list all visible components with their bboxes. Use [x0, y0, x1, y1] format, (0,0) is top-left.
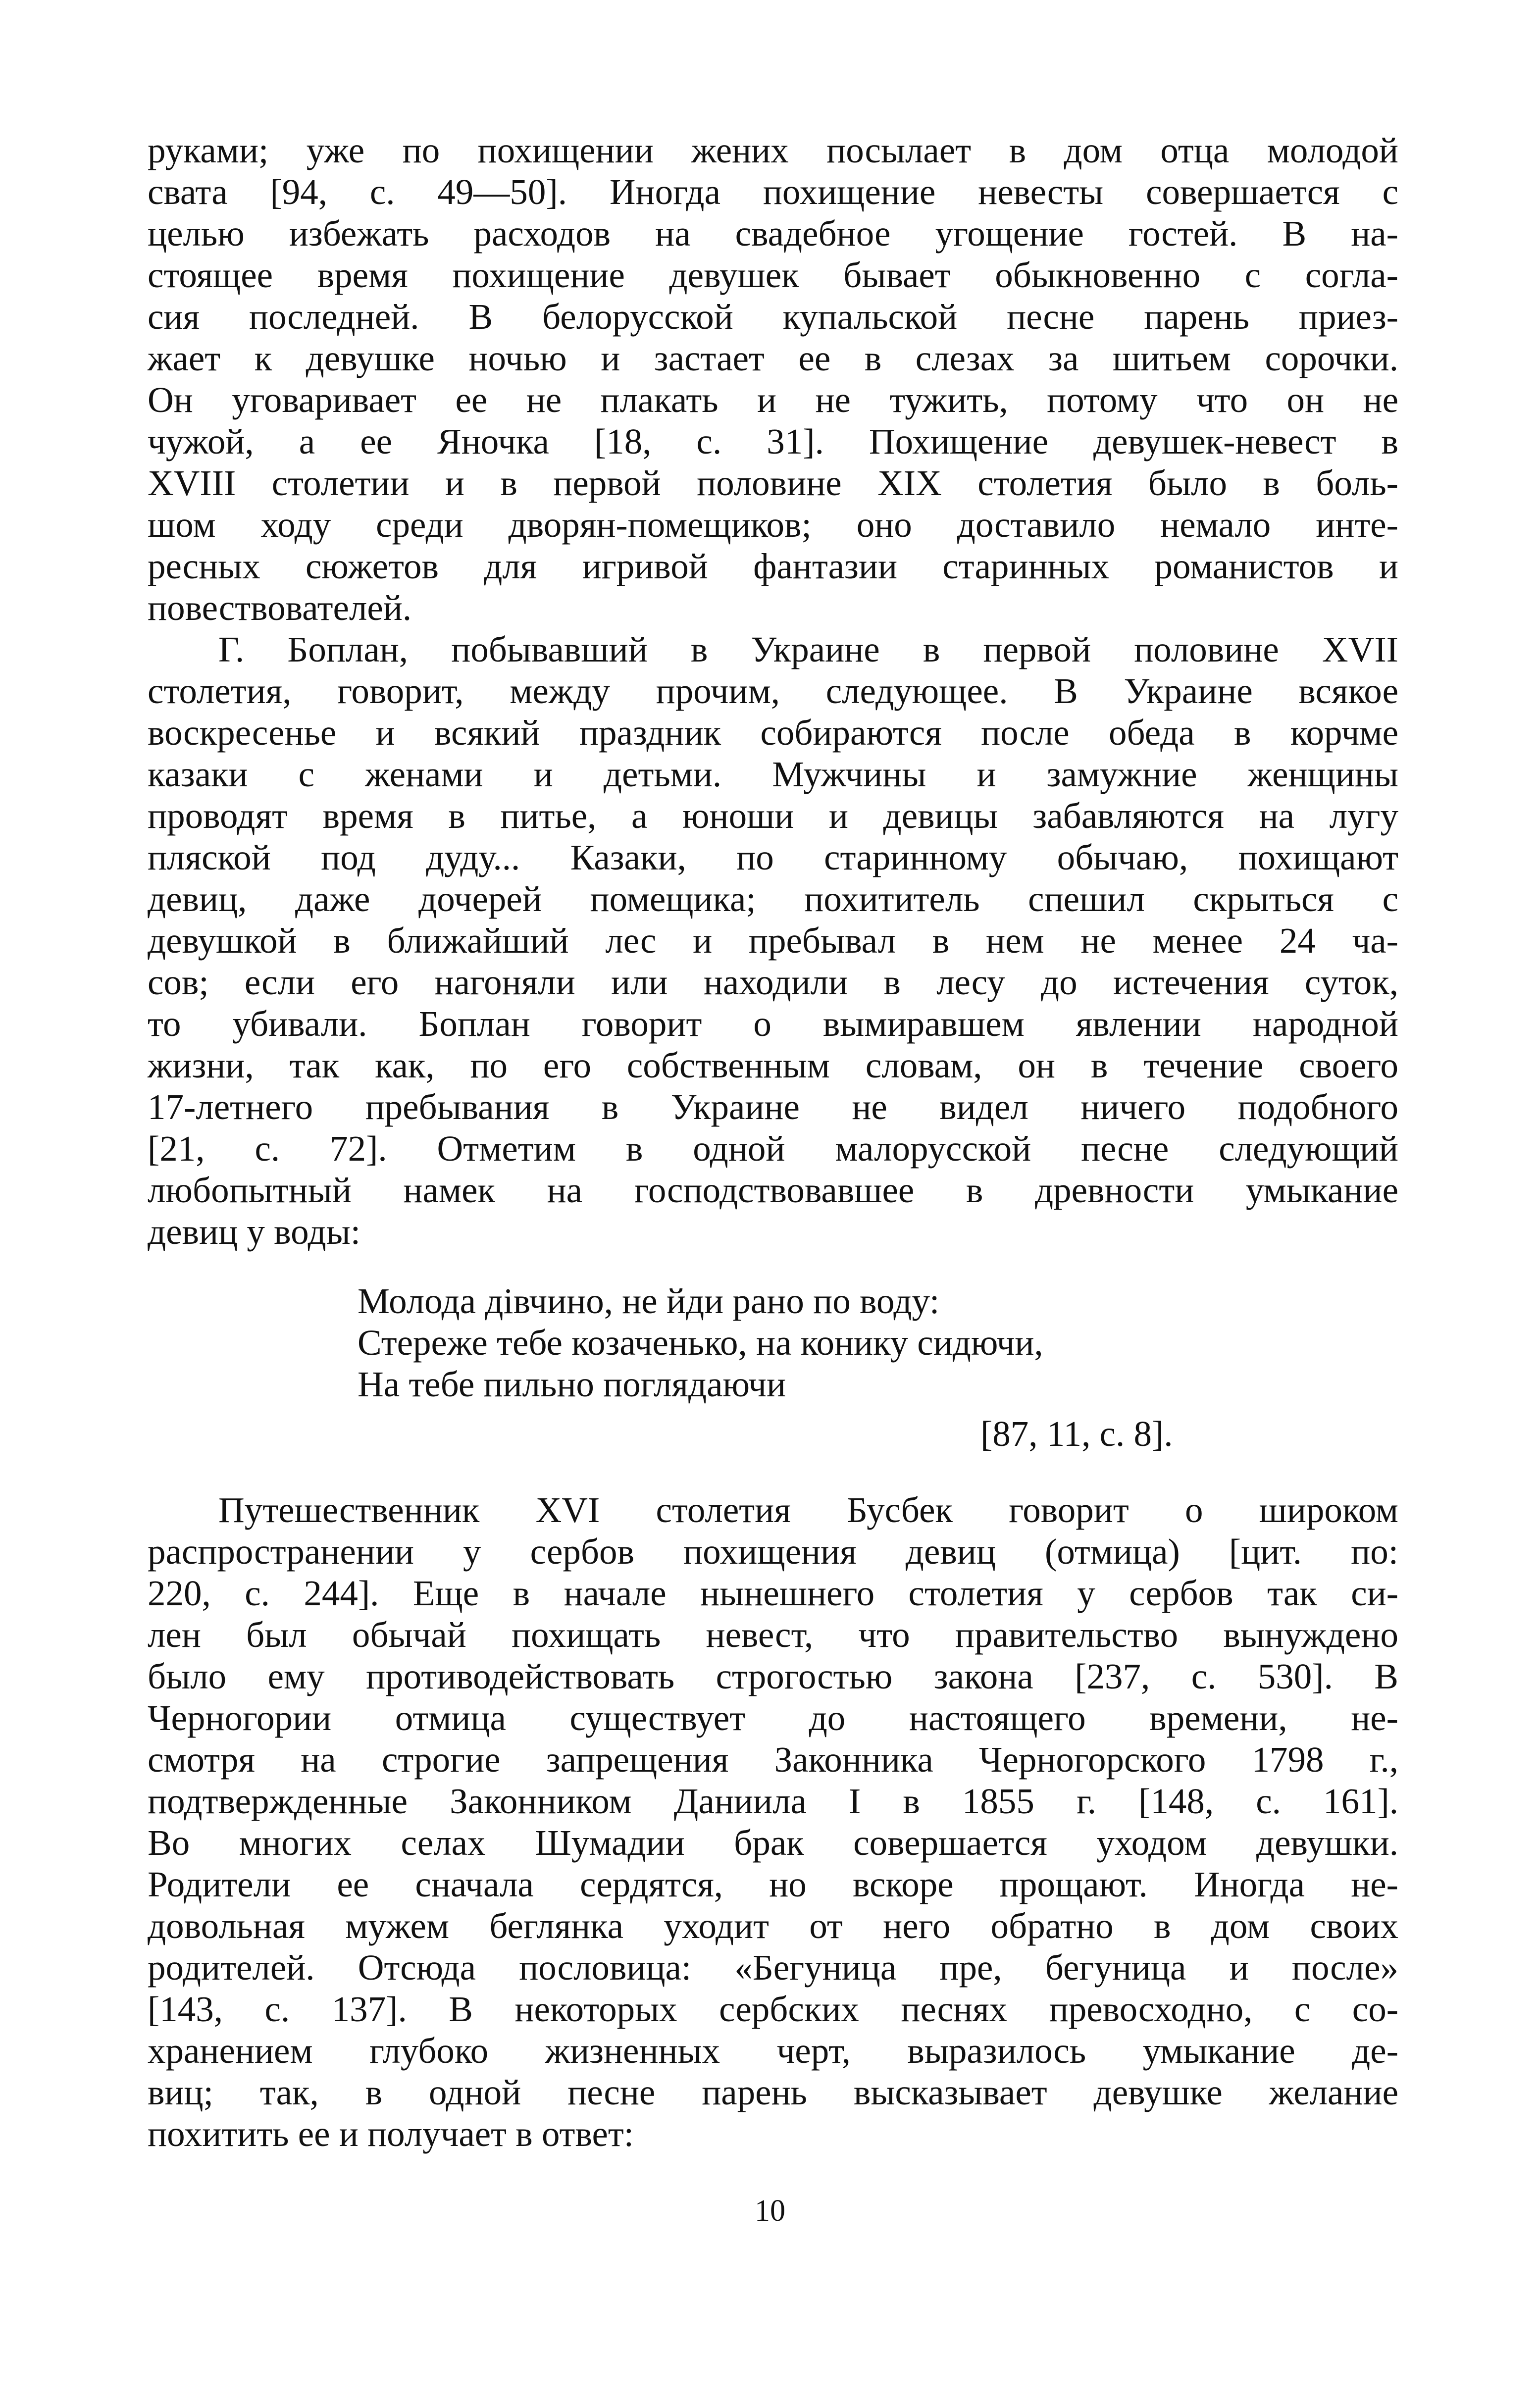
text-line: казаки с женами и детьми. Мужчины и замужние женщины	[148, 754, 1398, 794]
text-line: руками; уже по похищении жених посылает в дом отца молодой	[148, 130, 1398, 170]
text-line: распространении у сербов похищения девиц (отмица) [цит. по:	[148, 1532, 1398, 1572]
text-line: повествователей.	[148, 588, 412, 628]
verse-source-reference: [87, 11, с. 8].	[980, 1414, 1173, 1454]
text-line: девиц, даже дочерей помещика; похититель спешил скрыться с	[148, 879, 1398, 919]
text-line: девушкой в ближайший лес и пребывал в нем не менее 24 ча-	[148, 920, 1398, 961]
text-line: сия последней. В белорусской купальской песне парень приез-	[148, 297, 1398, 337]
text-line: стоящее время похищение девушек бывает обыкновенно с согла-	[148, 255, 1398, 295]
text-line: свата [94, с. 49—50]. Иногда похищение невесты совершается с	[148, 172, 1398, 212]
text-line: Родители ее сначала сердятся, но вскоре прощают. Иногда не-	[148, 1864, 1398, 1904]
text-line: любопытный намек на господствовавшее в древности умыкание	[148, 1170, 1398, 1210]
text-line: то убивали. Боплан говорит о вымиравшем явлении народной	[148, 1004, 1398, 1044]
text-line: пляской под дуду... Казаки, по старинному обычаю, похищают	[148, 837, 1398, 877]
text-line: подтвержденные Законником Даниила I в 1855 г. [148, с. 161].	[148, 1781, 1398, 1821]
text-line: [143, с. 137]. В некоторых сербских песнях превосходно, с со-	[148, 1989, 1398, 2029]
text-line: столетия, говорит, между прочим, следующее. В Украине всякое	[148, 671, 1398, 711]
text-line: девиц у воды:	[148, 1212, 360, 1252]
text-line: шом ходу среди дворян-помещиков; оно доставило немало инте-	[148, 505, 1398, 545]
text-line: довольная мужем беглянка уходит от него обратно в дом своих	[148, 1906, 1398, 1946]
text-line: Путешественник XVI столетия Бусбек говорит о широком	[218, 1490, 1398, 1530]
text-line: [21, с. 72]. Отметим в одной малорусской песне следующий	[148, 1128, 1398, 1169]
text-line: ресных сюжетов для игривой фантазии старинных романистов и	[148, 546, 1398, 586]
text-line: родителей. Отсюда пословица: «Бегуница пре, бегуница и после»	[148, 1947, 1398, 1988]
text-line: жает к девушке ночью и застает ее в слезах за шитьем сорочки.	[148, 338, 1398, 378]
text-line: похитить ее и получает в ответ:	[148, 2114, 634, 2154]
verse-line: На тебе пильно поглядаючи	[358, 1364, 786, 1404]
verse-line: Стереже тебе козаченько, на конику сидючи,	[358, 1323, 1043, 1363]
text-line: смотря на строгие запрещения Законника Черногорского 1798 г.,	[148, 1739, 1398, 1780]
text-line: Г. Боплан, побывавший в Украине в первой половине XVII	[218, 629, 1398, 669]
text-line: хранением глубоко жизненных черт, выразилось умыкание де-	[148, 2031, 1398, 2071]
text-line: Черногории отмица существует до настоящего времени, не-	[148, 1698, 1398, 1738]
page-number: 10	[755, 2194, 785, 2228]
text-line: лен был обычай похищать невест, что правительство вынуждено	[148, 1615, 1398, 1655]
verse-line: Молода дівчино, не йди рано по воду:	[358, 1281, 940, 1321]
text-line: воскресенье и всякий праздник собираются после обеда в корчме	[148, 713, 1398, 753]
text-line: целью избежать расходов на свадебное угощение гостей. В на-	[148, 213, 1398, 254]
text-line: Во многих селах Шумадии брак совершается уходом девушки.	[148, 1823, 1398, 1863]
text-line: жизни, так как, по его собственным словам, он в течение своего	[148, 1045, 1398, 1085]
text-line: сов; если его нагоняли или находили в лесу до истечения суток,	[148, 962, 1398, 1002]
text-line: было ему противодействовать строгостью закона [237, с. 530]. В	[148, 1656, 1398, 1696]
text-line: 220, с. 244]. Еще в начале нынешнего столетия у сербов так си-	[148, 1573, 1398, 1613]
text-line: Он уговаривает ее не плакать и не тужить, потому что он не	[148, 380, 1398, 420]
text-line: виц; так, в одной песне парень высказывает девушке желание	[148, 2072, 1398, 2112]
text-line: проводят время в питье, а юноши и девицы забавляются на лугу	[148, 796, 1398, 836]
text-line: чужой, а ее Яночка [18, с. 31]. Похищение девушек-невест в	[148, 421, 1398, 461]
text-line: XVIII столетии и в первой половине XIX столетия было в боль-	[148, 463, 1398, 503]
text-line: 17-летнего пребывания в Украине не видел ничего подобного	[148, 1087, 1398, 1127]
